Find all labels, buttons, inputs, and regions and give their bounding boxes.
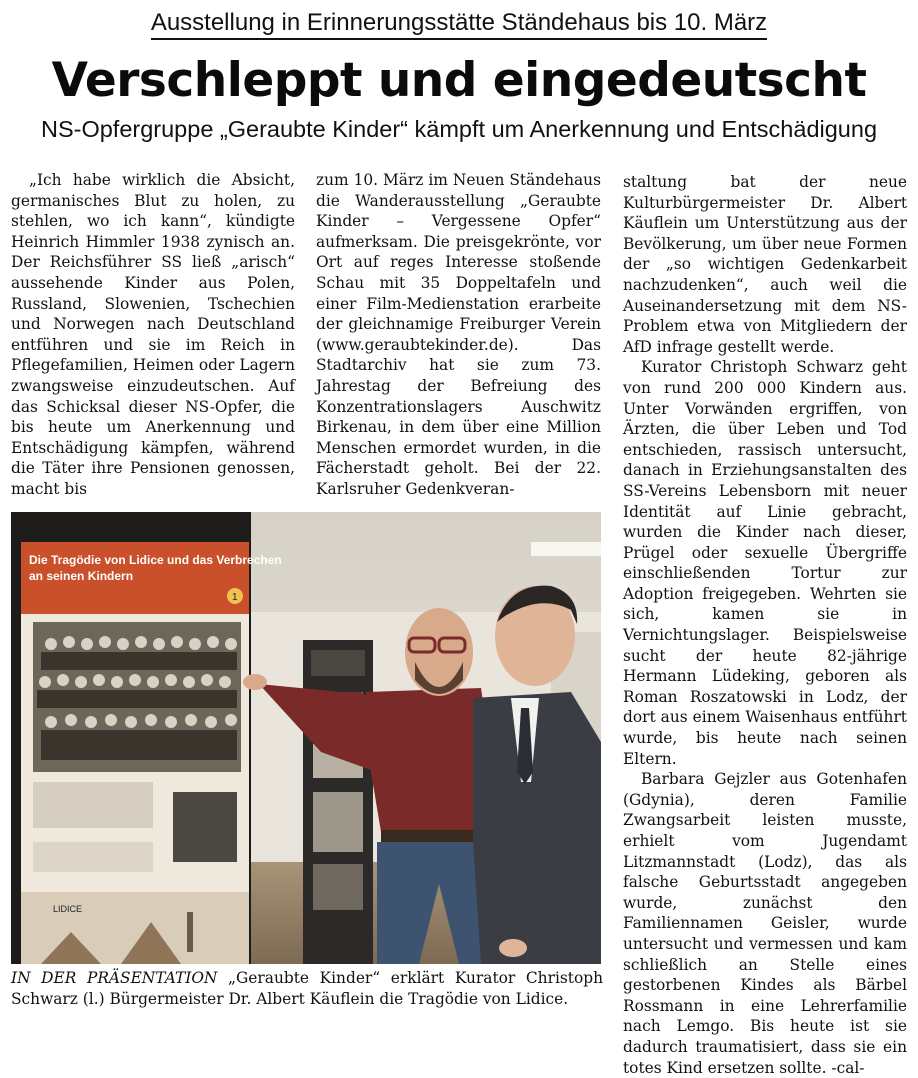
background-photo xyxy=(313,864,363,910)
class-photo-bodies xyxy=(37,652,237,760)
article-column-2 xyxy=(316,170,601,500)
panel-label-lidice: LIDICE xyxy=(53,904,83,914)
article-column-1 xyxy=(11,170,295,500)
church-tower xyxy=(187,912,193,952)
headline: Verschleppt und eingedeutscht xyxy=(51,53,867,108)
background-panel-header xyxy=(311,650,365,676)
photo-caption xyxy=(11,968,603,1009)
kicker-text: Ausstellung in Erinnerungsstätte Ständehaus bis 10. März xyxy=(151,9,767,40)
paragraph: Barbara Gejzler aus Gotenhafen (Gdynia), deren Familie Zwangsarbeit leisten musste, erhielt vom Jugendamt Litzmannstadt (Lodz), das als falsche Geburtsstadt angegeben wurde, zunächst den Familiennamen Geisler, wurde untersucht und vermessen und kam schließlich an Stelle eines gestorbenen Kindes als Bärbel Rossmann in eine Lehrerfamilie nach Lemgo. Bis heute ist sie dadurch traumatisiert, dass sie ein totes Kind ersetzen sollte. -cal- xyxy=(623,770,907,1077)
panel-title-line1: Die Tragödie von Lidice und das Verbrechen xyxy=(29,553,282,567)
paragraph: staltung bat der neue Kulturbürgermeister Dr. Albert Käuflein um Unterstützung aus der Bevölkerung, um über neue Formen der „so wichtigen Gedenkarbeit nachzudenken“, auch weil die Auseinandersetzung mit dem NS-Problem etwa von Mitgliedern der AfD infrage gestellt werde. xyxy=(623,173,907,356)
kicker xyxy=(0,8,918,38)
photo-illustration xyxy=(11,512,601,964)
exhibition-photo xyxy=(11,512,601,964)
curator-belt xyxy=(381,830,489,842)
caption-lead: IN DER PRÄSENTATION xyxy=(11,969,218,987)
panel-text-block xyxy=(33,782,153,828)
panel-text-block xyxy=(33,842,153,872)
background-photo xyxy=(313,792,363,852)
mayor-hand xyxy=(499,939,527,957)
ceiling-light xyxy=(531,542,601,556)
panel-title-line2: an seinen Kindern xyxy=(29,569,134,583)
paragraph: Kurator Christoph Schwarz geht von rund 200 000 Kindern aus. Unter Vorwänden ergriffen, von Ärzten, die über Leben und Tod entschieden, rassisch untersucht, danach in Erziehungsanstalten des SS-Vereins Lebensborn mit neuer Identität auf Linie gebracht, wurden die Kinder nach dieser, Prügel oder sexuelle Übergriffe einschließenden Tortur zur Adoption freigegeben. Wehrten sie sich, kamen sie in Vernichtungslager. Beispielsweise sucht der heute 82-jährige Hermann Lüdeking, geboren als Roman Roszatowski in Lodz, der dort aus einem Waisenhaus entführt wurde, bis heute nach seinen Eltern. xyxy=(623,358,907,768)
paragraph: zum 10. März im Neuen Ständehaus die Wanderausstellung „Geraubte Kinder – Vergessene Opfer“ aufmerksam. Die preisgekrönte, vor Ort auf reges Interesse stoßende Schau mit 35 Doppeltafeln und einer Film-Medienstation erarbeite der gleichnamige Freiburger Verein (www.geraubtekinder.de). Das Stadtarchiv hat sie zum 73. Jahrestag der Befreiung des Konzentrationslagers Auschwitz Birkenau, in dem über eine Million Menschen ermordet wurden, in die Fächerstadt geholt. Bei der 22. Karlsruher Gedenkveran- xyxy=(316,171,601,498)
mayor-suit xyxy=(473,692,601,964)
caption-text: „Geraubte Kinder“ erklärt Kurator Christoph Schwarz (l.) Bürgermeister Dr. Albert Käuflein die Tragödie von Lidice. xyxy=(11,969,603,1008)
panel-number: 1 xyxy=(232,592,238,603)
article-column-3 xyxy=(623,172,907,1078)
panel-small-photo xyxy=(173,792,237,862)
paragraph: „Ich habe wirklich die Absicht, germanisches Blut zu holen, zu stehlen, wo ich kann“, kündigte Heinrich Himmler 1938 zynisch an. Der Reichsführer SS ließ „arisch“ aussehende Kinder aus Polen, Russland, Slowenien, Tschechien und Norwegen nach Deutschland entführen und sie im Reich in Pflegefamilien, Heimen oder Lagern zwangsweise einzudeutschen. Auf das Schicksal dieser NS-Opfer, die bis heute um Anerkennung und Entschädigung kämpfen, während die Täter ihre Pensionen genossen, macht bis xyxy=(11,171,295,498)
curator-hand xyxy=(243,674,267,690)
subheadline: NS-Opfergruppe „Geraubte Kinder“ kämpft um Anerkennung und Entschädigung xyxy=(40,116,878,142)
